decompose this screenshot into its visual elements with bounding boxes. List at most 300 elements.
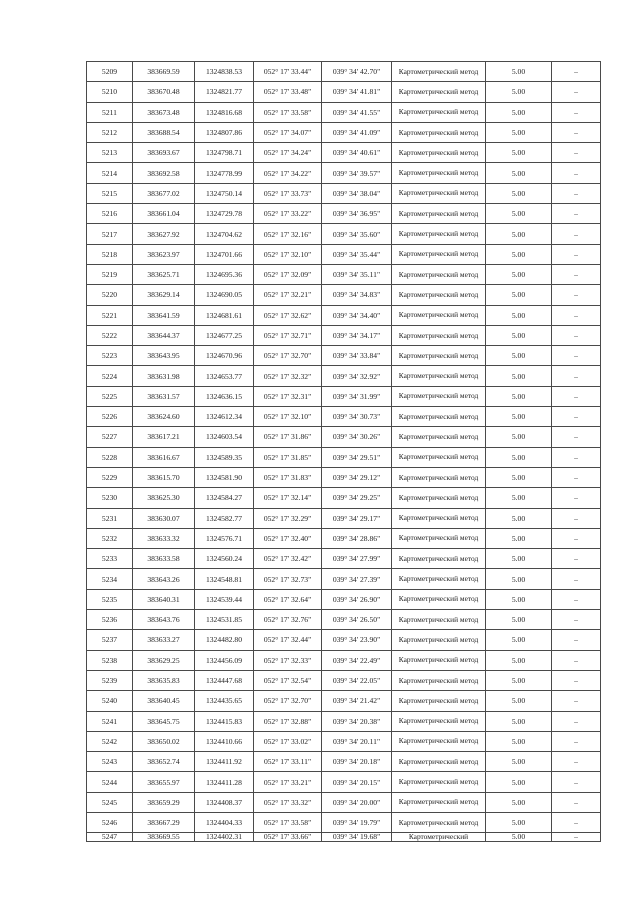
table-row <box>87 183 601 203</box>
accuracy-cell: 5.00 <box>486 102 552 122</box>
note-cell: – <box>552 204 601 224</box>
longitude-cell: 039° 34' 20.38" <box>322 711 392 731</box>
longitude-cell: 039° 34' 30.26" <box>322 427 392 447</box>
table-row <box>87 224 601 244</box>
method-cell: Картометрический метод <box>392 731 486 751</box>
longitude-cell: 039° 34' 20.11" <box>322 731 392 751</box>
coord-y-cell: 1324636.15 <box>195 386 254 406</box>
point-number-cell: 5215 <box>87 183 133 203</box>
coord-y-cell: 1324838.53 <box>195 62 254 82</box>
coord-y-cell: 1324581.90 <box>195 467 254 487</box>
table-row <box>87 325 601 345</box>
point-number-cell: 5223 <box>87 346 133 366</box>
note-cell: – <box>552 833 601 842</box>
note-cell: – <box>552 792 601 812</box>
coord-x-cell: 383643.26 <box>133 569 195 589</box>
accuracy-cell: 5.00 <box>486 772 552 792</box>
longitude-cell: 039° 34' 28.86" <box>322 528 392 548</box>
note-cell: – <box>552 386 601 406</box>
accuracy-cell: 5.00 <box>486 650 552 670</box>
coord-x-cell: 383633.27 <box>133 630 195 650</box>
longitude-cell: 039° 34' 42.70" <box>322 62 392 82</box>
coord-y-cell: 1324729.78 <box>195 204 254 224</box>
point-number-cell: 5216 <box>87 204 133 224</box>
table-row <box>87 62 601 82</box>
latitude-cell: 052° 17' 34.07" <box>254 122 322 142</box>
coord-x-cell: 383655.97 <box>133 772 195 792</box>
point-number-cell: 5227 <box>87 427 133 447</box>
latitude-cell: 052° 17' 31.86" <box>254 427 322 447</box>
coord-x-cell: 383645.75 <box>133 711 195 731</box>
longitude-cell: 039° 34' 41.55" <box>322 102 392 122</box>
method-cell: Картометрический метод <box>392 305 486 325</box>
longitude-cell: 039° 34' 35.11" <box>322 264 392 284</box>
method-cell: Картометрический метод <box>392 447 486 467</box>
point-number-cell: 5214 <box>87 163 133 183</box>
coord-y-cell: 1324576.71 <box>195 528 254 548</box>
latitude-cell: 052° 17' 33.66" <box>254 833 322 842</box>
coord-x-cell: 383623.97 <box>133 244 195 264</box>
coord-x-cell: 383669.59 <box>133 62 195 82</box>
coord-x-cell: 383625.30 <box>133 488 195 508</box>
coord-x-cell: 383617.21 <box>133 427 195 447</box>
accuracy-cell: 5.00 <box>486 244 552 264</box>
accuracy-cell: 5.00 <box>486 183 552 203</box>
method-cell: Картометрический метод <box>392 812 486 832</box>
note-cell: – <box>552 264 601 284</box>
accuracy-cell: 5.00 <box>486 812 552 832</box>
method-cell: Картометрический метод <box>392 204 486 224</box>
coord-y-cell: 1324690.05 <box>195 285 254 305</box>
method-cell: Картометрический метод <box>392 346 486 366</box>
method-cell: Картометрический метод <box>392 285 486 305</box>
table-row <box>87 244 601 264</box>
coord-y-cell: 1324821.77 <box>195 82 254 102</box>
longitude-cell: 039° 34' 38.04" <box>322 183 392 203</box>
longitude-cell: 039° 34' 29.12" <box>322 467 392 487</box>
coord-x-cell: 383641.59 <box>133 305 195 325</box>
table-row <box>87 812 601 832</box>
accuracy-cell: 5.00 <box>486 346 552 366</box>
latitude-cell: 052° 17' 32.64" <box>254 589 322 609</box>
note-cell: – <box>552 346 601 366</box>
accuracy-cell: 5.00 <box>486 366 552 386</box>
point-number-cell: 5235 <box>87 589 133 609</box>
coord-x-cell: 383633.32 <box>133 528 195 548</box>
coordinates-table <box>86 61 601 842</box>
latitude-cell: 052° 17' 32.29" <box>254 508 322 528</box>
latitude-cell: 052° 17' 32.44" <box>254 630 322 650</box>
point-number-cell: 5236 <box>87 610 133 630</box>
coord-x-cell: 383667.29 <box>133 812 195 832</box>
coord-x-cell: 383673.48 <box>133 102 195 122</box>
point-number-cell: 5243 <box>87 752 133 772</box>
table-row <box>87 731 601 751</box>
coord-y-cell: 1324410.66 <box>195 731 254 751</box>
longitude-cell: 039° 34' 20.18" <box>322 752 392 772</box>
method-cell: Картометрический метод <box>392 366 486 386</box>
table-row <box>87 630 601 650</box>
coord-x-cell: 383669.55 <box>133 833 195 842</box>
point-number-cell: 5229 <box>87 467 133 487</box>
coord-x-cell: 383624.60 <box>133 407 195 427</box>
point-number-cell: 5230 <box>87 488 133 508</box>
latitude-cell: 052° 17' 34.24" <box>254 143 322 163</box>
note-cell: – <box>552 285 601 305</box>
point-number-cell: 5220 <box>87 285 133 305</box>
method-cell: Картометрический метод <box>392 670 486 690</box>
longitude-cell: 039° 34' 26.90" <box>322 589 392 609</box>
coord-y-cell: 1324816.68 <box>195 102 254 122</box>
coord-x-cell: 383661.04 <box>133 204 195 224</box>
table-row <box>87 589 601 609</box>
accuracy-cell: 5.00 <box>486 752 552 772</box>
coord-y-cell: 1324589.35 <box>195 447 254 467</box>
accuracy-cell: 5.00 <box>486 528 552 548</box>
coord-x-cell: 383650.02 <box>133 731 195 751</box>
table-row <box>87 610 601 630</box>
coord-y-cell: 1324701.66 <box>195 244 254 264</box>
method-cell: Картометрический метод <box>392 224 486 244</box>
point-number-cell: 5209 <box>87 62 133 82</box>
note-cell: – <box>552 630 601 650</box>
latitude-cell: 052° 17' 33.22" <box>254 204 322 224</box>
method-cell: Картометрический метод <box>392 792 486 812</box>
table-row <box>87 366 601 386</box>
longitude-cell: 039° 34' 30.73" <box>322 407 392 427</box>
accuracy-cell: 5.00 <box>486 792 552 812</box>
coord-y-cell: 1324539.44 <box>195 589 254 609</box>
method-cell: Картометрический метод <box>392 549 486 569</box>
longitude-cell: 039° 34' 41.09" <box>322 122 392 142</box>
point-number-cell: 5237 <box>87 630 133 650</box>
longitude-cell: 039° 34' 35.44" <box>322 244 392 264</box>
longitude-cell: 039° 34' 29.17" <box>322 508 392 528</box>
coord-y-cell: 1324402.31 <box>195 833 254 842</box>
coord-x-cell: 383635.83 <box>133 670 195 690</box>
table-row <box>87 833 601 842</box>
table-row <box>87 427 601 447</box>
note-cell: – <box>552 691 601 711</box>
note-cell: – <box>552 427 601 447</box>
note-cell: – <box>552 711 601 731</box>
method-cell: Картометрический метод <box>392 508 486 528</box>
coord-x-cell: 383633.58 <box>133 549 195 569</box>
table-row <box>87 670 601 690</box>
latitude-cell: 052° 17' 32.88" <box>254 711 322 731</box>
coord-y-cell: 1324778.99 <box>195 163 254 183</box>
longitude-cell: 039° 34' 34.40" <box>322 305 392 325</box>
coord-x-cell: 383688.54 <box>133 122 195 142</box>
latitude-cell: 052° 17' 32.40" <box>254 528 322 548</box>
latitude-cell: 052° 17' 32.33" <box>254 650 322 670</box>
method-cell: Картометрический метод <box>392 183 486 203</box>
accuracy-cell: 5.00 <box>486 589 552 609</box>
table-row <box>87 792 601 812</box>
coord-x-cell: 383644.37 <box>133 325 195 345</box>
latitude-cell: 052° 17' 32.14" <box>254 488 322 508</box>
table-row <box>87 82 601 102</box>
coord-y-cell: 1324681.61 <box>195 305 254 325</box>
longitude-cell: 039° 34' 20.15" <box>322 772 392 792</box>
accuracy-cell: 5.00 <box>486 427 552 447</box>
accuracy-cell: 5.00 <box>486 691 552 711</box>
point-number-cell: 5224 <box>87 366 133 386</box>
point-number-cell: 5231 <box>87 508 133 528</box>
table-row <box>87 691 601 711</box>
method-cell: Картометрический метод <box>392 589 486 609</box>
point-number-cell: 5212 <box>87 122 133 142</box>
note-cell: – <box>552 589 601 609</box>
accuracy-cell: 5.00 <box>486 630 552 650</box>
latitude-cell: 052° 17' 33.11" <box>254 752 322 772</box>
table-row <box>87 467 601 487</box>
coord-x-cell: 383631.57 <box>133 386 195 406</box>
coord-y-cell: 1324798.71 <box>195 143 254 163</box>
method-cell: Картометрический метод <box>392 691 486 711</box>
method-cell: Картометрический метод <box>392 488 486 508</box>
coord-x-cell: 383640.45 <box>133 691 195 711</box>
note-cell: – <box>552 812 601 832</box>
table-row <box>87 508 601 528</box>
latitude-cell: 052° 17' 32.42" <box>254 549 322 569</box>
coord-y-cell: 1324704.62 <box>195 224 254 244</box>
longitude-cell: 039° 34' 34.17" <box>322 325 392 345</box>
latitude-cell: 052° 17' 32.73" <box>254 569 322 589</box>
coord-x-cell: 383643.95 <box>133 346 195 366</box>
longitude-cell: 039° 34' 22.49" <box>322 650 392 670</box>
coord-x-cell: 383625.71 <box>133 264 195 284</box>
longitude-cell: 039° 34' 39.57" <box>322 163 392 183</box>
method-cell: Картометрический метод <box>392 386 486 406</box>
point-number-cell: 5210 <box>87 82 133 102</box>
method-cell: Картометрический метод <box>392 650 486 670</box>
table-row <box>87 569 601 589</box>
coord-x-cell: 383640.31 <box>133 589 195 609</box>
accuracy-cell: 5.00 <box>486 407 552 427</box>
accuracy-cell: 5.00 <box>486 143 552 163</box>
note-cell: – <box>552 508 601 528</box>
note-cell: – <box>552 650 601 670</box>
latitude-cell: 052° 17' 32.09" <box>254 264 322 284</box>
latitude-cell: 052° 17' 32.10" <box>254 244 322 264</box>
point-number-cell: 5241 <box>87 711 133 731</box>
accuracy-cell: 5.00 <box>486 610 552 630</box>
table-row <box>87 772 601 792</box>
longitude-cell: 039° 34' 34.83" <box>322 285 392 305</box>
coord-x-cell: 383630.07 <box>133 508 195 528</box>
coord-y-cell: 1324456.09 <box>195 650 254 670</box>
method-cell: Картометрический метод <box>392 264 486 284</box>
accuracy-cell: 5.00 <box>486 670 552 690</box>
latitude-cell: 052° 17' 33.73" <box>254 183 322 203</box>
method-cell: Картометрический метод <box>392 711 486 731</box>
method-cell: Картометрический метод <box>392 325 486 345</box>
accuracy-cell: 5.00 <box>486 447 552 467</box>
coord-x-cell: 383677.02 <box>133 183 195 203</box>
latitude-cell: 052° 17' 33.58" <box>254 812 322 832</box>
point-number-cell: 5217 <box>87 224 133 244</box>
table-row <box>87 407 601 427</box>
coord-y-cell: 1324531.85 <box>195 610 254 630</box>
point-number-cell: 5240 <box>87 691 133 711</box>
coord-y-cell: 1324404.33 <box>195 812 254 832</box>
note-cell: – <box>552 244 601 264</box>
latitude-cell: 052° 17' 33.32" <box>254 792 322 812</box>
latitude-cell: 052° 17' 32.54" <box>254 670 322 690</box>
coord-x-cell: 383631.98 <box>133 366 195 386</box>
longitude-cell: 039° 34' 20.00" <box>322 792 392 812</box>
accuracy-cell: 5.00 <box>486 488 552 508</box>
latitude-cell: 052° 17' 33.58" <box>254 102 322 122</box>
accuracy-cell: 5.00 <box>486 285 552 305</box>
accuracy-cell: 5.00 <box>486 62 552 82</box>
longitude-cell: 039° 34' 23.90" <box>322 630 392 650</box>
point-number-cell: 5225 <box>87 386 133 406</box>
accuracy-cell: 5.00 <box>486 122 552 142</box>
note-cell: – <box>552 122 601 142</box>
coord-y-cell: 1324482.80 <box>195 630 254 650</box>
coord-y-cell: 1324447.68 <box>195 670 254 690</box>
method-cell: Картометрический метод <box>392 122 486 142</box>
point-number-cell: 5218 <box>87 244 133 264</box>
note-cell: – <box>552 407 601 427</box>
note-cell: – <box>552 366 601 386</box>
coord-x-cell: 383629.25 <box>133 650 195 670</box>
coord-y-cell: 1324677.25 <box>195 325 254 345</box>
note-cell: – <box>552 752 601 772</box>
note-cell: – <box>552 670 601 690</box>
coord-y-cell: 1324415.83 <box>195 711 254 731</box>
accuracy-cell: 5.00 <box>486 264 552 284</box>
point-number-cell: 5211 <box>87 102 133 122</box>
latitude-cell: 052° 17' 32.10" <box>254 407 322 427</box>
coord-y-cell: 1324411.92 <box>195 752 254 772</box>
coord-y-cell: 1324435.65 <box>195 691 254 711</box>
coord-y-cell: 1324750.14 <box>195 183 254 203</box>
note-cell: – <box>552 183 601 203</box>
longitude-cell: 039° 34' 19.68" <box>322 833 392 842</box>
note-cell: – <box>552 447 601 467</box>
coord-x-cell: 383693.67 <box>133 143 195 163</box>
method-cell: Картометрический метод <box>392 163 486 183</box>
table-row <box>87 102 601 122</box>
table-row <box>87 711 601 731</box>
point-number-cell: 5242 <box>87 731 133 751</box>
longitude-cell: 039° 34' 40.61" <box>322 143 392 163</box>
accuracy-cell: 5.00 <box>486 325 552 345</box>
coord-x-cell: 383643.76 <box>133 610 195 630</box>
coord-y-cell: 1324560.24 <box>195 549 254 569</box>
longitude-cell: 039° 34' 36.95" <box>322 204 392 224</box>
method-cell: Картометрический метод <box>392 467 486 487</box>
method-cell: Картометрический метод <box>392 244 486 264</box>
method-cell: Картометрический метод <box>392 528 486 548</box>
coord-y-cell: 1324411.28 <box>195 772 254 792</box>
point-number-cell: 5244 <box>87 772 133 792</box>
longitude-cell: 039° 34' 26.50" <box>322 610 392 630</box>
accuracy-cell: 5.00 <box>486 204 552 224</box>
table-row <box>87 528 601 548</box>
coord-y-cell: 1324408.37 <box>195 792 254 812</box>
point-number-cell: 5226 <box>87 407 133 427</box>
longitude-cell: 039° 34' 32.92" <box>322 366 392 386</box>
method-cell: Картометрический метод <box>392 62 486 82</box>
coord-x-cell: 383659.29 <box>133 792 195 812</box>
method-cell: Картометрический метод <box>392 427 486 447</box>
point-number-cell: 5219 <box>87 264 133 284</box>
latitude-cell: 052° 17' 32.70" <box>254 346 322 366</box>
method-cell: Картометрический метод <box>392 772 486 792</box>
point-number-cell: 5213 <box>87 143 133 163</box>
method-cell: Картометрический метод <box>392 143 486 163</box>
latitude-cell: 052° 17' 34.22" <box>254 163 322 183</box>
method-cell: Картометрический метод <box>392 569 486 589</box>
note-cell: – <box>552 467 601 487</box>
accuracy-cell: 5.00 <box>486 569 552 589</box>
coord-x-cell: 383670.48 <box>133 82 195 102</box>
accuracy-cell: 5.00 <box>486 731 552 751</box>
latitude-cell: 052° 17' 31.83" <box>254 467 322 487</box>
accuracy-cell: 5.00 <box>486 224 552 244</box>
coord-y-cell: 1324582.77 <box>195 508 254 528</box>
method-cell: Картометрический метод <box>392 630 486 650</box>
accuracy-cell: 5.00 <box>486 508 552 528</box>
longitude-cell: 039° 34' 35.60" <box>322 224 392 244</box>
method-cell: Картометрический метод <box>392 82 486 102</box>
longitude-cell: 039° 34' 29.51" <box>322 447 392 467</box>
table-row <box>87 285 601 305</box>
point-number-cell: 5245 <box>87 792 133 812</box>
coord-y-cell: 1324584.27 <box>195 488 254 508</box>
point-number-cell: 5222 <box>87 325 133 345</box>
method-cell: Картометрический метод <box>392 752 486 772</box>
accuracy-cell: 5.00 <box>486 833 552 842</box>
longitude-cell: 039° 34' 41.81" <box>322 82 392 102</box>
note-cell: – <box>552 163 601 183</box>
coord-x-cell: 383615.70 <box>133 467 195 487</box>
latitude-cell: 052° 17' 33.21" <box>254 772 322 792</box>
table-row <box>87 447 601 467</box>
coord-y-cell: 1324612.34 <box>195 407 254 427</box>
method-cell: Картометрический метод <box>392 610 486 630</box>
coord-x-cell: 383616.67 <box>133 447 195 467</box>
note-cell: – <box>552 82 601 102</box>
point-number-cell: 5221 <box>87 305 133 325</box>
table-row <box>87 163 601 183</box>
latitude-cell: 052° 17' 32.70" <box>254 691 322 711</box>
point-number-cell: 5228 <box>87 447 133 467</box>
point-number-cell: 5234 <box>87 569 133 589</box>
longitude-cell: 039° 34' 27.39" <box>322 569 392 589</box>
accuracy-cell: 5.00 <box>486 549 552 569</box>
table-body <box>87 62 601 842</box>
point-number-cell: 5246 <box>87 812 133 832</box>
coord-y-cell: 1324670.96 <box>195 346 254 366</box>
table-row <box>87 122 601 142</box>
longitude-cell: 039° 34' 19.79" <box>322 812 392 832</box>
note-cell: – <box>552 102 601 122</box>
latitude-cell: 052° 17' 32.16" <box>254 224 322 244</box>
method-cell: Картометрический метод <box>392 407 486 427</box>
note-cell: – <box>552 224 601 244</box>
coord-y-cell: 1324695.36 <box>195 264 254 284</box>
table-row <box>87 264 601 284</box>
point-number-cell: 5239 <box>87 670 133 690</box>
note-cell: – <box>552 731 601 751</box>
note-cell: – <box>552 62 601 82</box>
longitude-cell: 039° 34' 27.99" <box>322 549 392 569</box>
